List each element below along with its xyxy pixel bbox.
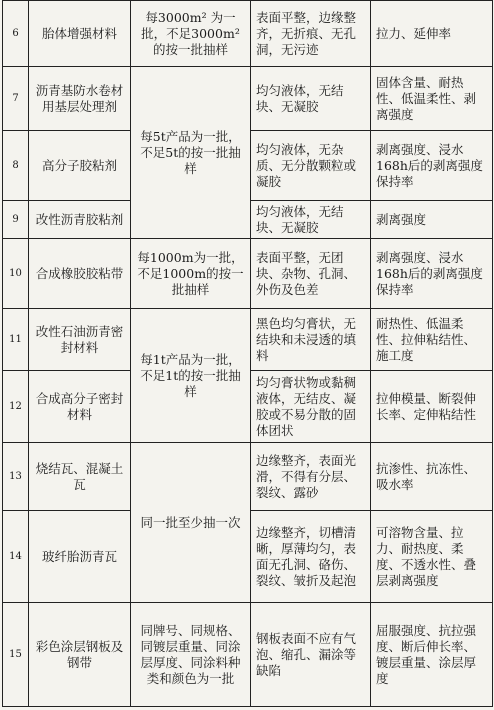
appearance-requirement: 边缘整齐，切槽清晰，厚薄均匀，表面无孔洞、硌伤、裂纹、皱折及起泡 — [251, 511, 371, 603]
material-inspection-table — [2, 0, 493, 707]
test-indicators: 拉伸模量、断裂伸长率、定伸粘结性 — [371, 371, 493, 443]
appearance-requirement: 均匀膏状物或黏稠液体，无结皮、凝胶或不易分散的固体团状 — [251, 371, 371, 443]
row-number: 14 — [3, 511, 29, 603]
material-name: 玻纤胎沥青瓦 — [29, 511, 131, 603]
test-indicators: 可溶物含量、拉力、耐热度、柔度、不透水性、叠层剥离强度 — [371, 511, 493, 603]
material-name: 高分子胶粘剂 — [29, 131, 131, 201]
appearance-requirement: 均匀液体，无杂质、无分散颗粒或凝胶 — [251, 131, 371, 201]
batch-sampling: 同牌号、同规格、同镀层重量、同涂层厚度、同涂料种类和颜色为一批 — [131, 603, 251, 707]
test-indicators: 屈服强度、抗拉强度、断后伸长率、镀层重量、涂层厚度 — [371, 603, 493, 707]
table-row — [3, 1, 493, 67]
batch-sampling: 每1000m为一批，不足1000m的按一批抽样 — [131, 239, 251, 309]
row-number: 13 — [3, 443, 29, 511]
appearance-requirement: 均匀液体，无结块、无凝胶 — [251, 67, 371, 131]
batch-sampling: 每5t产品为一批，不足5t的按一批抽样 — [131, 67, 251, 239]
row-number: 11 — [3, 309, 29, 371]
material-name: 彩色涂层钢板及钢带 — [29, 603, 131, 707]
row-number: 15 — [3, 603, 29, 707]
test-indicators: 固体含量、耐热性、低温柔性、剥离强度 — [371, 67, 493, 131]
material-name: 改性石油沥青密封材料 — [29, 309, 131, 371]
row-number: 6 — [3, 1, 29, 67]
batch-sampling: 同一批至少抽一次 — [131, 443, 251, 603]
table-row — [3, 67, 493, 131]
test-indicators: 剥离强度、浸水168h后的剥离强度保持率 — [371, 131, 493, 201]
table-row — [3, 603, 493, 707]
row-number: 12 — [3, 371, 29, 443]
test-indicators: 耐热性、低温柔性、拉伸粘结性、施工度 — [371, 309, 493, 371]
test-indicators: 剥离强度 — [371, 201, 493, 239]
batch-sampling: 每3000m² 为一批，不足3000m² 的按一批抽样 — [131, 1, 251, 67]
table-row — [3, 309, 493, 371]
appearance-requirement: 均匀液体，无结块、无凝胶 — [251, 201, 371, 239]
material-name: 胎体增强材料 — [29, 1, 131, 67]
appearance-requirement: 钢板表面不应有气泡、缩孔、漏涂等缺陷 — [251, 603, 371, 707]
row-number: 8 — [3, 131, 29, 201]
appearance-requirement: 黑色均匀膏状，无结块和未浸透的填料 — [251, 309, 371, 371]
test-indicators: 拉力、延伸率 — [371, 1, 493, 67]
row-number: 10 — [3, 239, 29, 309]
material-name: 沥青基防水卷材用基层处理剂 — [29, 67, 131, 131]
test-indicators: 剥离强度、浸水168h后的剥离强度保持率 — [371, 239, 493, 309]
batch-sampling: 每1t产品为一批，不足1t的按一批抽样 — [131, 309, 251, 443]
appearance-requirement: 表面平整，无团块、杂物、孔洞、外伤及色差 — [251, 239, 371, 309]
appearance-requirement: 表面平整，边缘整齐，无折痕、无孔洞，无污迹 — [251, 1, 371, 67]
material-name: 改性沥青胶粘剂 — [29, 201, 131, 239]
material-name: 合成橡胶胶粘带 — [29, 239, 131, 309]
row-number: 9 — [3, 201, 29, 239]
table-row — [3, 443, 493, 511]
material-name: 合成高分子密封材料 — [29, 371, 131, 443]
material-name: 烧结瓦、混凝土瓦 — [29, 443, 131, 511]
appearance-requirement: 边缘整齐，表面光滑，不得有分层、裂纹、露砂 — [251, 443, 371, 511]
row-number: 7 — [3, 67, 29, 131]
test-indicators: 抗渗性、抗冻性、吸水率 — [371, 443, 493, 511]
table-row — [3, 239, 493, 309]
